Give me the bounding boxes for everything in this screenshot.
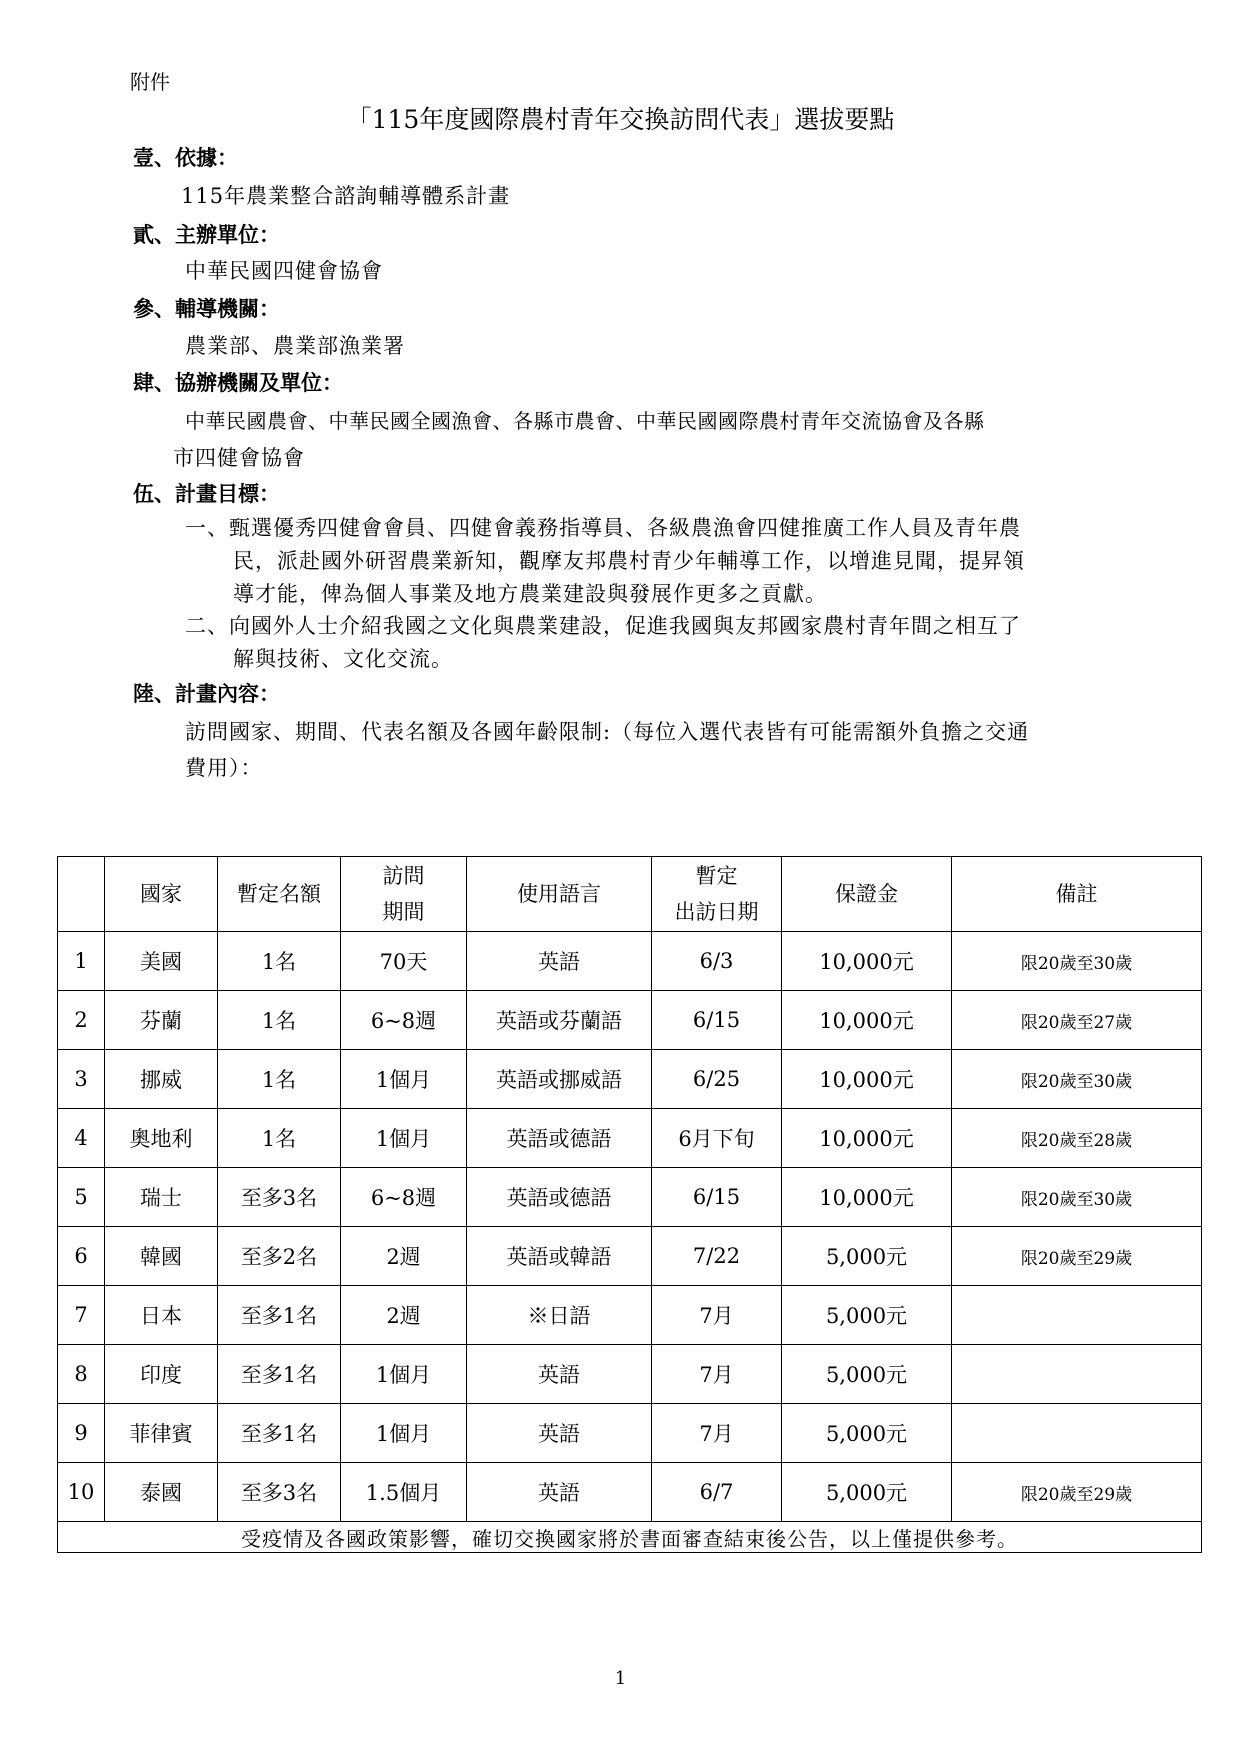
cell-language: ※日語	[467, 1286, 652, 1345]
page-number: 1	[614, 1668, 627, 1689]
table-header-row	[58, 857, 1202, 932]
cell-language: 英語	[467, 932, 652, 991]
cell-period: 1.5個月	[341, 1463, 467, 1522]
cell-note	[952, 1286, 1202, 1345]
cell-date: 6/7	[652, 1463, 782, 1522]
section-content-line2: 費用）：	[185, 756, 263, 780]
cell-quota: 至多2名	[218, 1227, 341, 1286]
cell-quota: 至多3名	[218, 1168, 341, 1227]
cell-period: 2週	[341, 1227, 467, 1286]
table-row	[58, 932, 1202, 991]
cell-period: 2週	[341, 1286, 467, 1345]
section-co-organizer-line2: 市四健會協會	[173, 446, 305, 470]
cell-note: 限20歲至30歲	[952, 932, 1202, 991]
objective-item1-line2: 民，派赴國外研習農業新知，觀摩友邦農村青少年輔導工作，以增進見聞，提昇領	[233, 549, 1025, 573]
cell-period: 1個月	[341, 1404, 467, 1463]
cell-deposit: 10,000元	[782, 991, 952, 1050]
cell-country: 挪威	[105, 1050, 218, 1109]
cell-note	[952, 1404, 1202, 1463]
cell-country: 瑞士	[105, 1168, 218, 1227]
cell-country: 印度	[105, 1345, 218, 1404]
cell-period: 1個月	[341, 1345, 467, 1404]
cell-language: 英語或芬蘭語	[467, 991, 652, 1050]
table-row	[58, 1050, 1202, 1109]
table-row	[58, 1404, 1202, 1463]
cell-no: 10	[58, 1463, 105, 1522]
cell-deposit: 5,000元	[782, 1345, 952, 1404]
cell-period: 70天	[341, 932, 467, 991]
cell-period: 1個月	[341, 1109, 467, 1168]
cell-no: 2	[58, 991, 105, 1050]
cell-quota: 至多1名	[218, 1286, 341, 1345]
cell-no: 7	[58, 1286, 105, 1345]
cell-language: 英語或德語	[467, 1168, 652, 1227]
cell-deposit: 10,000元	[782, 1168, 952, 1227]
section-objectives-heading: 伍、計畫目標：	[133, 482, 280, 506]
cell-language: 英語	[467, 1404, 652, 1463]
cell-note: 限20歲至28歲	[952, 1109, 1202, 1168]
table-footer-row	[58, 1522, 1202, 1553]
cell-date: 7月	[652, 1345, 782, 1404]
header-deposit: 保證金	[782, 857, 952, 932]
cell-note: 限20歲至27歲	[952, 991, 1202, 1050]
cell-no: 5	[58, 1168, 105, 1227]
cell-note	[952, 1345, 1202, 1404]
cell-date: 6/15	[652, 1168, 782, 1227]
objective-item1-line3: 導才能，俾為個人事業及地方農業建設與發展作更多之貢獻。	[233, 582, 827, 606]
table-row	[58, 1109, 1202, 1168]
header-period-line1: 訪問	[382, 864, 425, 888]
section-content-heading: 陸、計畫內容：	[133, 682, 280, 706]
cell-deposit: 5,000元	[782, 1404, 952, 1463]
cell-no: 9	[58, 1404, 105, 1463]
cell-no: 8	[58, 1345, 105, 1404]
section-co-organizer-line1: 中華民國農會、中華民國全國漁會、各縣市農會、中華民國國際農村青年交流協會及各縣	[185, 409, 985, 433]
section-content-line1: 訪問國家、期間、代表名額及各國年齡限制:（每位入選代表皆有可能需額外負擔之交通	[185, 720, 1030, 744]
cell-period: 6~8週	[341, 991, 467, 1050]
attachment-label: 附件	[130, 70, 170, 94]
cell-country: 泰國	[105, 1463, 218, 1522]
header-date-line2: 出訪日期	[674, 900, 759, 924]
cell-date: 7月	[652, 1286, 782, 1345]
section-supervisor-heading: 參、輔導機關：	[133, 297, 280, 321]
cell-period: 6~8週	[341, 1168, 467, 1227]
table-footer-note: 受疫情及各國政策影響，確切交換國家將於書面審查結束後公告，以上僅提供參考。	[58, 1522, 1202, 1553]
cell-quota: 至多1名	[218, 1404, 341, 1463]
cell-note: 限20歲至30歲	[952, 1050, 1202, 1109]
cell-country: 美國	[105, 932, 218, 991]
cell-quota: 1名	[218, 1109, 341, 1168]
exchange-countries-table	[57, 856, 1202, 1553]
cell-date: 6/25	[652, 1050, 782, 1109]
cell-date: 7月	[652, 1404, 782, 1463]
header-period-line2: 期間	[382, 900, 425, 924]
header-date-line1: 暫定	[695, 864, 738, 888]
section-basis-text: 115年農業整合諮詢輔導體系計畫	[181, 184, 511, 208]
cell-deposit: 10,000元	[782, 932, 952, 991]
section-basis-heading: 壹、依據：	[133, 146, 238, 170]
header-language: 使用語言	[467, 857, 652, 932]
cell-note: 限20歲至30歲	[952, 1168, 1202, 1227]
cell-date: 6月下旬	[652, 1109, 782, 1168]
cell-date: 6/15	[652, 991, 782, 1050]
cell-quota: 1名	[218, 1050, 341, 1109]
objective-item1-line1: 一、甄選優秀四健會會員、四健會義務指導員、各級農漁會四健推廣工作人員及青年農	[185, 516, 1021, 540]
cell-no: 6	[58, 1227, 105, 1286]
cell-country: 芬蘭	[105, 991, 218, 1050]
table-row	[58, 1463, 1202, 1522]
cell-quota: 至多1名	[218, 1345, 341, 1404]
cell-country: 奧地利	[105, 1109, 218, 1168]
cell-language: 英語或挪威語	[467, 1050, 652, 1109]
cell-date: 7/22	[652, 1227, 782, 1286]
section-supervisor-text: 農業部、農業部漁業署	[185, 334, 405, 358]
cell-no: 1	[58, 932, 105, 991]
header-country: 國家	[105, 857, 218, 932]
cell-quota: 1名	[218, 991, 341, 1050]
cell-note: 限20歲至29歲	[952, 1463, 1202, 1522]
cell-deposit: 5,000元	[782, 1286, 952, 1345]
cell-deposit: 10,000元	[782, 1109, 952, 1168]
cell-no: 4	[58, 1109, 105, 1168]
cell-quota: 1名	[218, 932, 341, 991]
objective-item2-line2: 解與技術、文化交流。	[233, 647, 453, 671]
cell-quota: 至多3名	[218, 1463, 341, 1522]
table-row	[58, 1345, 1202, 1404]
table-row	[58, 1168, 1202, 1227]
objective-item2-line1: 二、向國外人士介紹我國之文化與農業建設，促進我國與友邦國家農村青年間之相互了	[185, 614, 1021, 638]
cell-language: 英語或德語	[467, 1109, 652, 1168]
cell-no: 3	[58, 1050, 105, 1109]
cell-deposit: 10,000元	[782, 1050, 952, 1109]
section-co-organizer-heading: 肆、協辦機關及單位：	[133, 371, 343, 395]
header-quota: 暫定名額	[218, 857, 341, 932]
cell-country: 日本	[105, 1286, 218, 1345]
header-period	[341, 857, 467, 932]
cell-date: 6/3	[652, 932, 782, 991]
header-no	[58, 857, 105, 932]
cell-note: 限20歲至29歲	[952, 1227, 1202, 1286]
table-row	[58, 1227, 1202, 1286]
page-title: 「115年度國際農村青年交換訪問代表」選拔要點	[346, 105, 895, 134]
table-row	[58, 1286, 1202, 1345]
section-organizer-heading: 貳、主辦單位：	[133, 223, 280, 247]
cell-country: 菲律賓	[105, 1404, 218, 1463]
cell-language: 英語或韓語	[467, 1227, 652, 1286]
header-date	[652, 857, 782, 932]
cell-country: 韓國	[105, 1227, 218, 1286]
header-note: 備註	[952, 857, 1202, 932]
cell-deposit: 5,000元	[782, 1227, 952, 1286]
cell-language: 英語	[467, 1463, 652, 1522]
cell-language: 英語	[467, 1345, 652, 1404]
table-row	[58, 991, 1202, 1050]
section-organizer-text: 中華民國四健會協會	[185, 259, 383, 283]
cell-deposit: 5,000元	[782, 1463, 952, 1522]
cell-period: 1個月	[341, 1050, 467, 1109]
